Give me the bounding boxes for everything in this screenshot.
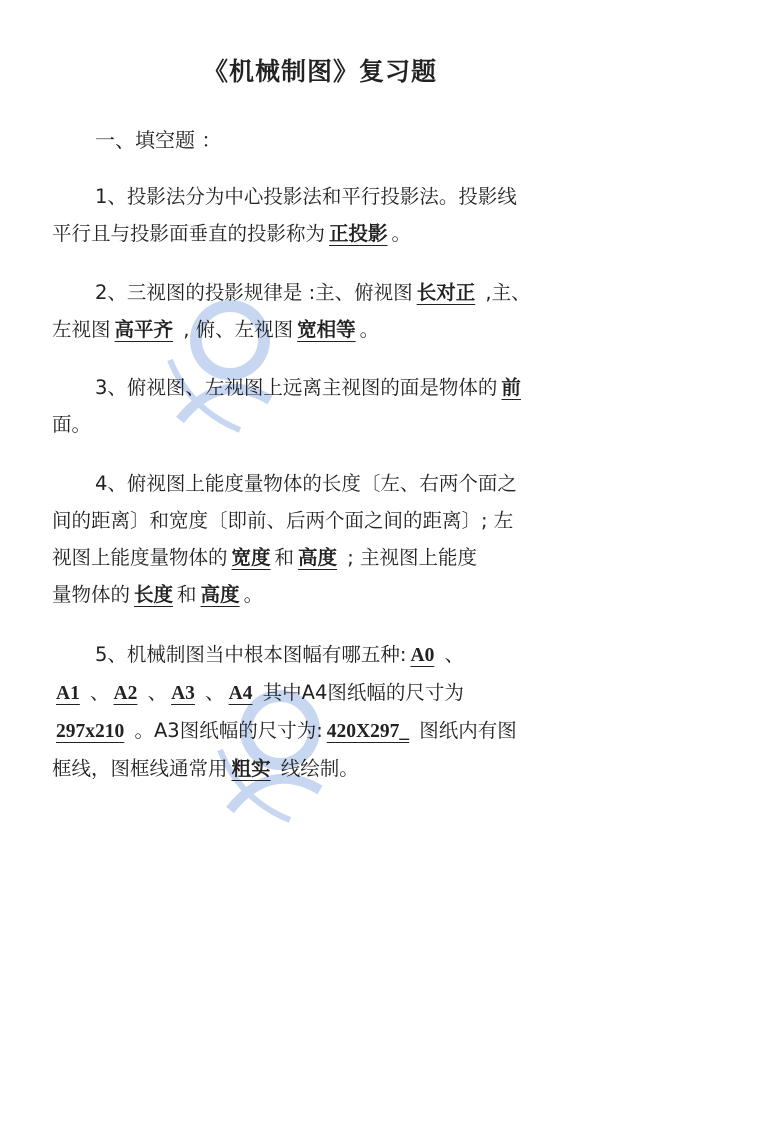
q5-text: 、 [83,681,110,704]
q5-text: 图纸内有图 [413,719,517,742]
page-title: 《机械制图》复习题 [202,57,437,86]
q4-answer-2: 高度 [298,546,338,569]
q1-answer: 正投影 [329,222,388,245]
q4-answer-3: 长度 [134,583,174,606]
q4-line1: 4、俯视图上能度量物体的长度〔左、右两个面之 [95,472,517,495]
q5-answer-a1: A1 [56,683,80,704]
q4-text: 视图上能度量物体的 [52,546,228,569]
q5-line4 [52,750,580,787]
question-5 [52,636,580,787]
q4-answer-4: 高度 [200,583,240,606]
q5-line2 [52,674,580,712]
q2-line1 [52,274,580,311]
q1-line2 [52,215,580,252]
q4-text: 和 [177,583,197,606]
q5-text: 、 [141,681,168,704]
q4-text: 量物体的 [52,583,131,606]
q2-text: 左视图 [52,318,111,341]
q5-answer-a2: A2 [113,683,138,704]
q1-text: 平行且与投影面垂直的投影称为 [52,222,326,245]
q5-answer-a3: A3 [171,683,195,704]
q3-text: 3、俯视图、左视图上远离主视图的面是物体的 [95,376,498,399]
q4-text: 和 [274,546,295,569]
q2-text: , 俯、左视图 [177,318,294,341]
q4-answer-1: 宽度 [231,546,271,569]
question-4 [52,465,580,613]
q2-text: ,主、 [479,281,531,304]
q5-answer-a4-size: 297x210 [56,721,125,742]
q2-answer-3: 宽相等 [297,318,356,341]
q3-line1 [52,369,580,406]
q5-answer-a0: A0 [410,645,435,666]
q2-line2 [52,311,580,348]
question-2 [52,274,580,348]
q3-line2: 面。 [52,413,92,436]
q5-text: 。A3图纸幅的尺寸为: [128,719,323,742]
q4-line4 [52,576,580,613]
q2-answer-1: 长对正 [416,281,476,304]
q4-text: 。 [243,583,264,606]
section-heading: 一、填空题 ： [95,128,222,152]
q3-answer: 前 [501,376,521,399]
q1-text-end: 。 [391,222,412,245]
q5-line3 [52,712,580,750]
q2-text: 。 [359,318,380,341]
q1-line1: 1、投影法分为中心投影法和平行投影法。投影线 [95,185,517,208]
question-3 [52,369,580,443]
q5-text: 、 [438,643,465,666]
q5-text: 5、机械制图当中根本图幅有哪五种: [95,643,407,666]
q2-text: 2、三视图的投影规律是 :主、俯视图 [95,281,413,304]
q5-text: 框线，图框线通常用 [52,757,228,780]
q5-answer-line: 粗实 [231,757,271,780]
q4-line2: 间的距离〕和宽度〔即前、后两个面之间的距离〕; 左 [52,509,514,532]
q5-line1 [52,636,580,674]
q5-answer-a4: A4 [228,683,253,704]
q4-line3 [52,539,580,576]
q5-text: 其中A4图纸幅的尺寸为 [256,681,464,704]
question-1 [52,178,580,252]
q4-text: ; 主视图上能度 [341,546,478,569]
q5-answer-a3-size: 420X297_ [326,721,410,742]
q2-answer-2: 高平齐 [114,318,174,341]
q5-text: 、 [198,681,225,704]
q5-text: 线绘制。 [274,757,359,780]
